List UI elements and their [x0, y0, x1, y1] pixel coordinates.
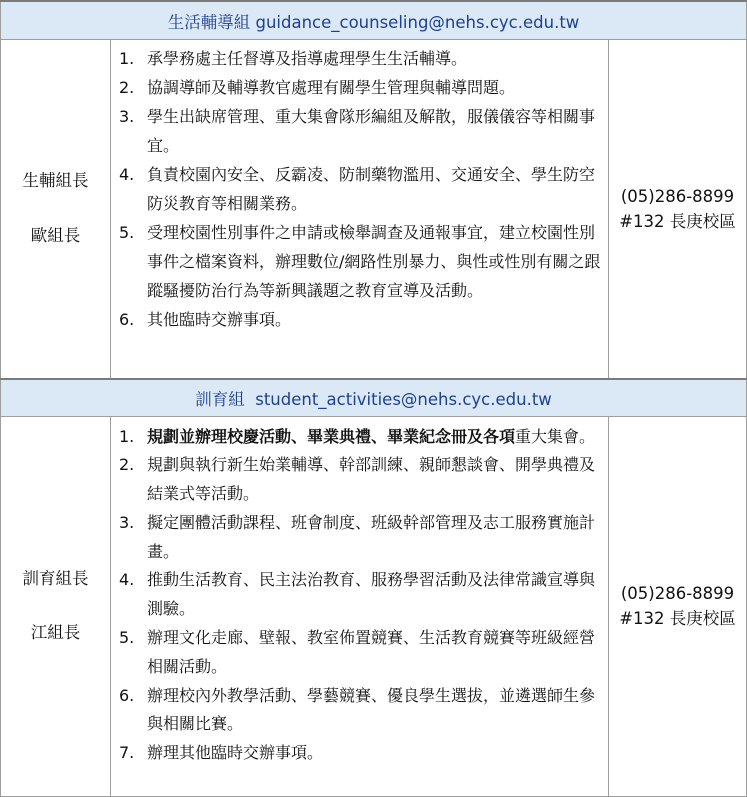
- duty-item: [119, 509, 608, 567]
- duty-text: 推動生活教育、民主法治教育、服務學習活動及法律常識宣導與測驗。: [147, 570, 596, 619]
- duty-number: 4.: [119, 165, 135, 184]
- duty-text: 其他臨時交辦事項。: [147, 310, 292, 329]
- contact-cell: [609, 40, 747, 379]
- duty-number: 6.: [119, 685, 135, 705]
- extension-campus: #132 長庚校區: [619, 211, 736, 231]
- duty-number: 1.: [119, 49, 135, 68]
- duties-list: [111, 40, 608, 336]
- contact-cell: [609, 416, 747, 796]
- duty-item: [119, 102, 608, 160]
- section-header-cell: [1, 1, 747, 40]
- duty-text: 學生出缺席管理、重大集會隊形編組及解散，服儀儀容等相關事宜。: [147, 107, 596, 155]
- role-title: 生輔組長: [22, 171, 89, 191]
- duty-item: [119, 305, 608, 334]
- phone-number: (05)286-8899: [620, 186, 735, 206]
- role-title: 訓育組長: [22, 568, 89, 588]
- section-email[interactable]: guidance_counseling@nehs.cyc.edu.tw: [255, 12, 580, 32]
- duty-item: [119, 739, 608, 768]
- role-person: 江組長: [30, 623, 81, 642]
- role-person: 歐組長: [30, 225, 81, 245]
- phone-number: (05)286-8899: [620, 584, 735, 603]
- duty-item: [119, 566, 608, 624]
- duties-cell: [111, 416, 609, 796]
- duty-item: [119, 218, 608, 305]
- extension-campus: #132 長庚校區: [619, 609, 736, 628]
- duty-number: 1.: [119, 426, 135, 446]
- section-name: 生活輔導組: [167, 12, 251, 32]
- duty-text: 受理校園性別事件之申請或檢舉調查及通報事宜，建立校園性別事件之檔案資料，辦理數位/網路性別暴力、與性或性別有關之跟蹤騷擾防治行為等新興議題之教育宣導及活動。: [147, 223, 601, 300]
- duty-number: 5.: [119, 223, 135, 242]
- duty-text-rest: 重大集會。: [515, 426, 596, 446]
- duty-number: 5.: [119, 628, 135, 648]
- duty-text: 規劃與執行新生始業輔導、幹部訓練、親師懇談會、開學典禮及結業式等活動。: [147, 455, 596, 504]
- role-cell: [1, 416, 111, 796]
- duty-number: 2.: [119, 78, 135, 97]
- section-header-activities: [1, 379, 747, 417]
- duty-number: 6.: [119, 310, 135, 329]
- duty-number: 2.: [119, 455, 135, 475]
- duties-cell: [111, 40, 609, 379]
- duty-number: 3.: [119, 107, 135, 126]
- duty-item: [119, 44, 608, 73]
- duty-text: 擬定團體活動課程、班會制度、班級幹部管理及志工服務實施計畫。: [147, 512, 596, 561]
- section-email[interactable]: student_activities@nehs.cyc.edu.tw: [255, 389, 552, 409]
- duty-item: [119, 160, 608, 218]
- duty-item: [119, 682, 608, 740]
- duty-text: 協調導師及輔導教官處理有關學生管理與輔導問題。: [147, 78, 516, 97]
- section-header-guidance: [1, 1, 747, 40]
- duty-item: [119, 73, 608, 102]
- duty-text: 承學務處主任督導及指導處理學生生活輔導。: [147, 49, 468, 68]
- duty-item: [119, 451, 608, 509]
- duty-number: 3.: [119, 512, 135, 532]
- section-name: 訓育組: [195, 389, 245, 409]
- duties-list: [111, 417, 608, 771]
- section-row-guidance: [1, 40, 747, 379]
- section-row-activities: [1, 416, 747, 796]
- duty-item: [119, 423, 608, 452]
- duty-number: 7.: [119, 743, 135, 763]
- role-cell: [1, 40, 111, 379]
- duty-text-bold: 規劃並辦理校慶活動、畢業典禮、畢業紀念冊及各項: [147, 426, 516, 446]
- duty-text: 辦理其他臨時交辦事項。: [147, 743, 324, 763]
- duty-text: 辦理校內外教學活動、學藝競賽、優良學生選拔，並遴選師生參與相關比賽。: [147, 685, 596, 734]
- section-header-cell: [1, 379, 747, 417]
- duty-text: 負責校園內安全、反霸凌、防制藥物濫用、交通安全、學生防空防災教育等相關業務。: [147, 165, 596, 213]
- duty-item: [119, 624, 608, 682]
- duty-text: 辦理文化走廊、壁報、教室佈置競賽、生活教育競賽等班級經營相關活動。: [147, 628, 596, 676]
- duty-number: 4.: [119, 570, 135, 590]
